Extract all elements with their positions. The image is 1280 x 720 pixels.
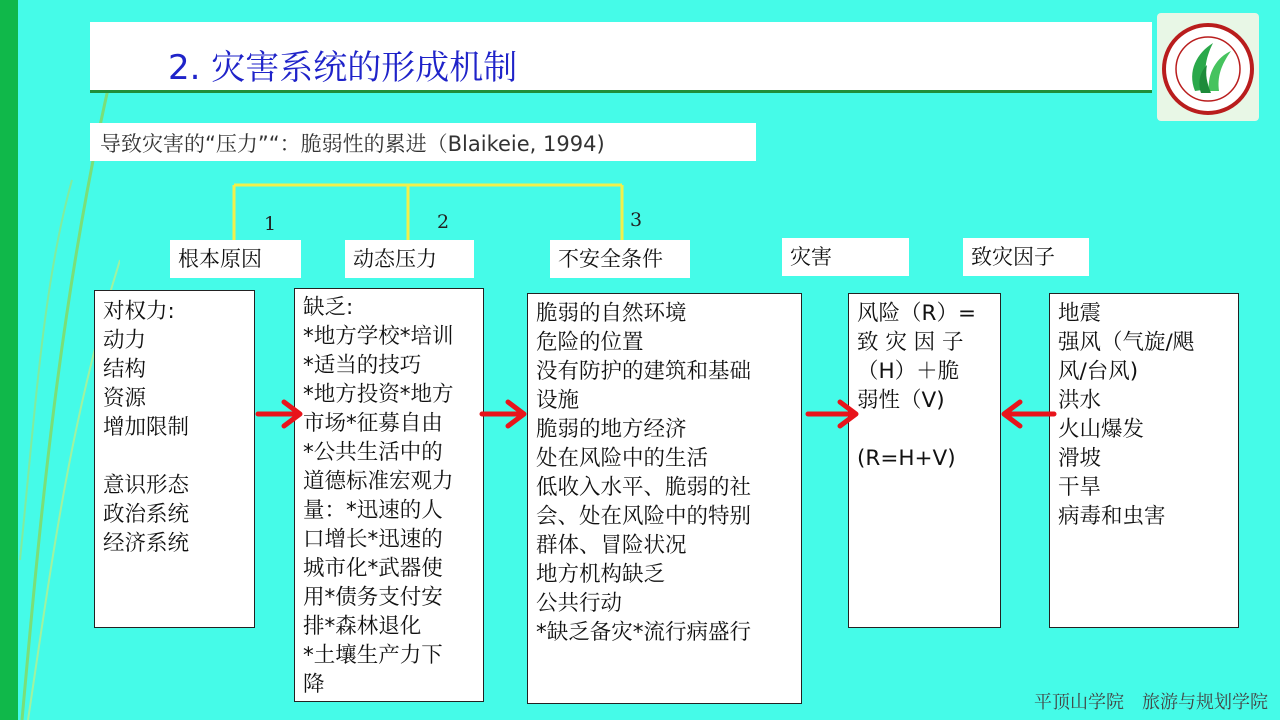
box-line: 处在风险中的生活 (536, 446, 709, 471)
box-line: 资源 (103, 386, 147, 411)
box-line: *缺乏备灾*流行病盛行 (536, 620, 752, 645)
box-line: 地方机构缺乏 (536, 562, 666, 587)
box-line: 地震 (1058, 301, 1102, 326)
box-line: 城市化*武器使 (303, 556, 443, 581)
box-line: 动力 (103, 328, 147, 353)
box-line: 降 (303, 672, 325, 697)
box-line: *地方投资*地方 (303, 382, 454, 407)
label-root-causes: 根本原因 (170, 240, 301, 278)
label-hazards: 致灾因子 (963, 238, 1089, 276)
box-line: 排*森林退化 (303, 614, 422, 639)
arrow-left-icon (1004, 402, 1054, 426)
arrow-right-icon (258, 402, 300, 426)
label-unsafe-conditions: 不安全条件 (550, 240, 690, 278)
box-line: （H）＋脆 (857, 359, 960, 384)
footer-institution: 平顶山学院 旅游与规划学院 (1034, 692, 1268, 713)
box-line: 脆弱的地方经济 (536, 417, 687, 442)
bracket-number-3: 3 (630, 209, 643, 231)
box-line: 火山爆发 (1058, 417, 1145, 442)
box-line: 缺乏: (303, 295, 354, 320)
box-line: 滑坡 (1058, 446, 1102, 471)
box-line: 设施 (536, 388, 580, 413)
arrow-right-icon (482, 402, 524, 426)
box-line: 致 灾 因 子 (857, 330, 964, 355)
label-dynamic-pressures: 动态压力 (345, 240, 474, 278)
box-line: 结构 (103, 357, 147, 382)
box-line: *土壤生产力下 (303, 643, 443, 668)
label-disaster: 灾害 (782, 238, 909, 276)
box-line: 意识形态 (103, 473, 190, 498)
box-line: *公共生活中的 (303, 440, 443, 465)
box-line: 公共行动 (536, 591, 623, 616)
box-line: 危险的位置 (536, 330, 644, 355)
box-line: 没有防护的建筑和基础 (536, 359, 752, 384)
bracket-number-2: 2 (437, 211, 450, 233)
box-line: 政治系统 (103, 502, 190, 527)
bracket-number-1: 1 (264, 213, 277, 235)
box-line: *适当的技巧 (303, 353, 422, 378)
box-line: 道德标准宏观力 (303, 469, 454, 494)
arrow-right-icon (808, 402, 856, 426)
box-line: 风/台风) (1058, 359, 1139, 384)
page-title: 2. 灾害系统的形成机制 (168, 48, 518, 88)
box-line: 群体、冒险状况 (536, 533, 687, 558)
box-line: 风险（R）= (857, 301, 976, 326)
box-line: 市场*征募自由 (303, 411, 443, 436)
box-line: (R=H+V) (857, 446, 956, 471)
subtitle: 导致灾害的“压力”“：脆弱性的累进（Blaikeie, 1994) (100, 132, 605, 156)
box-line: 会、处在风险中的特别 (536, 504, 752, 529)
box-line: 脆弱的自然环境 (536, 301, 687, 326)
box-line: 经济系统 (103, 531, 190, 556)
box-line: *地方学校*培训 (303, 324, 454, 349)
box-line: 用*债务支付安 (303, 585, 443, 610)
box-line: 洪水 (1058, 388, 1102, 413)
box-line: 量：*迅速的人 (303, 498, 443, 523)
box-line: 对权力: (103, 299, 175, 324)
box-line: 弱性（V) (857, 388, 945, 413)
box-line: 干旱 (1058, 475, 1102, 500)
box-line: 口增长*迅速的 (303, 527, 443, 552)
box-line: 强风（气旋/飓 (1058, 330, 1195, 355)
box-line: 增加限制 (103, 415, 190, 440)
box-line: 低收入水平、脆弱的社 (536, 475, 752, 500)
box-line: 病毒和虫害 (1058, 504, 1166, 529)
